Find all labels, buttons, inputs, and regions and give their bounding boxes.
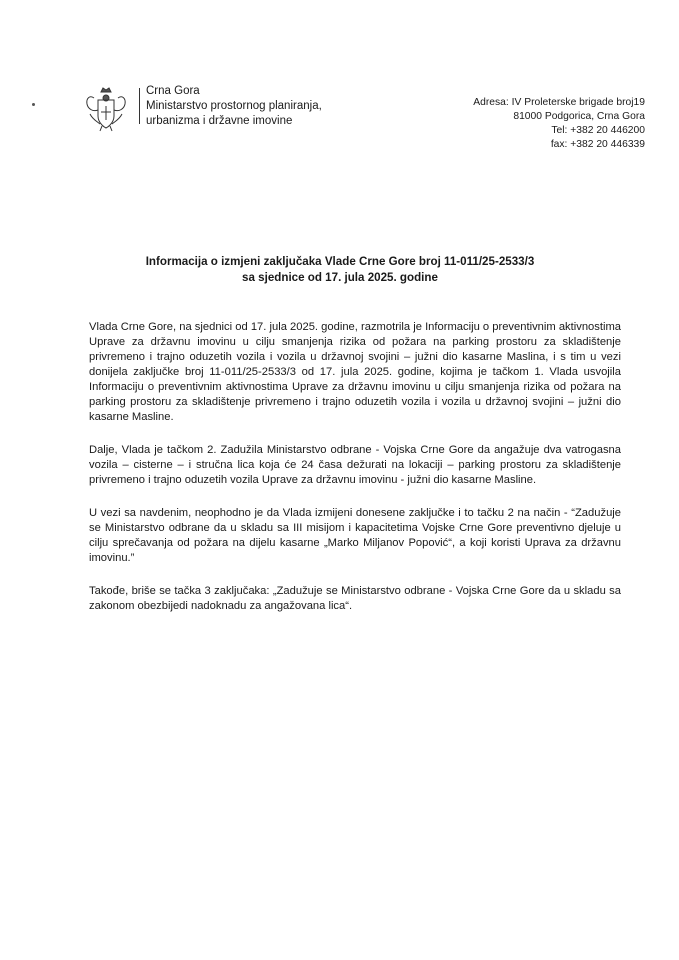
address-tel: Tel: +382 20 446200 [551,125,645,136]
ministry-name-line2: urbanizma i državne imovine [146,115,293,127]
paragraph-1: Vlada Crne Gore, na sjednici od 17. jula 2025. godine, razmotrila je Informaciju o preventivnim aktivnostima Uprave za državnu imovinu u cilju smanjenja rizika od požara na parking prostoru za skladištenje privremeno i trajno oduzetih vozila i vozila u državnoj svojini – južni dio kasarne Maslina, i s tim u vezi donijela zaključke broj 11-011/25-2533/3 od 17. jula 2025. godine, kojima je tačkom 1. Vlada usvojila Informaciju o preventivnim aktivnostima Uprave za državnu imovinu u cilju smanjenja rizika od požara na parking prostoru za skladištenje privremeno i trajno oduzetih vozila i vozila u državnoj svojini – južni dio kasarne Masline. [89,321,621,423]
address-city: 81000 Podgorica, Crna Gora [513,111,645,122]
montenegro-coat-of-arms-icon [84,86,128,132]
ministry-name-line1: Ministarstvo prostornog planiranja, [146,100,322,112]
title-line1: Informacija o izmjeni zaključaka Vlade Crne Gore broj 11-011/25-2533/3 [145,255,535,268]
address-fax: fax: +382 20 446339 [550,139,645,150]
ministry-block [146,84,322,129]
paragraph-4: Takođe, briše se tačka 3 zaključaka: „Zadužuje se Ministarstvo odbrane - Vojska Crne Gore da u skladu sa zakonom obezbijedi nadoknadu za angažovana lica“. [89,585,621,612]
margin-dot [32,103,35,106]
document-body [89,320,621,632]
address-street: Adresa: IV Proleterske brigade broj19 [473,97,645,108]
header-divider [139,88,140,124]
document-title [60,254,620,286]
title-line2: sa sjednice od 17. jula 2025. godine [242,271,438,284]
country-name: Crna Gora [146,85,200,97]
paragraph-2: Dalje, Vlada je tačkom 2. Zadužila Ministarstvo odbrane - Vojska Crne Gore da angažuje dva vatrogasna vozila – cisterne – i stručna lica koja će 24 časa dežurati na lokaciji – parking prostoru za skladištenje privremeno i trajno oduzetih vozila Uprave za državnu imovinu - južni dio kasarne Masline. [89,444,621,486]
paragraph-3: U vezi sa navdenim, neophodno je da Vlada izmijeni donesene zaključke i to tačku 2 na način - “Zadužuje se Ministarstvo odbrane da u skladu sa III misijom i kapacitetima Vojske Crne Gore preventivno djeluje u cilju sprečavanja od požara na dijelu kasarne „Marko Miljanov Popović“, a koji koristi Uprava za državnu imovinu.” [89,507,621,564]
address-block [473,96,645,152]
